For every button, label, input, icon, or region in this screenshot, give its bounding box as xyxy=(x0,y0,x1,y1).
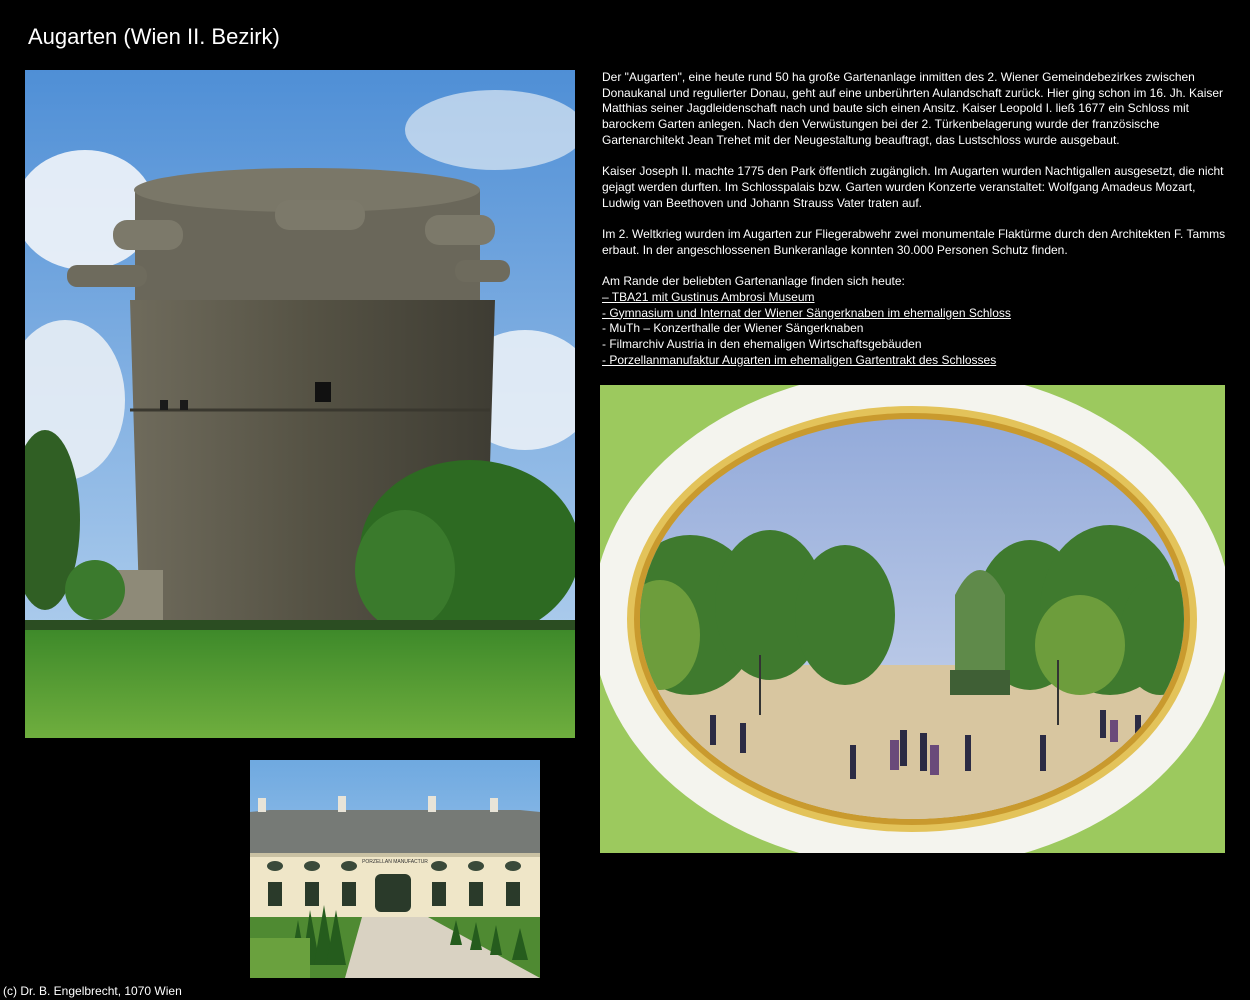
copyright-footer: (c) Dr. B. Engelbrecht, 1070 Wien xyxy=(3,984,182,998)
link-porzellanmanufaktur[interactable]: - Porzellanmanufaktur Augarten im ehemaligen Gartentrakt des Schlosses xyxy=(602,352,997,367)
list-item[interactable] xyxy=(602,353,1232,369)
manufactory-sign: PORZELLAN MANUFACTUR xyxy=(362,859,428,865)
paragraph-history: Der "Augarten", eine heute rund 50 ha große Gartenanlage inmitten des 2. Wiener Gemeindebezirkes zwischen Donaukanal und regulierter Donau, geht auf eine unberührten Aulandschaft zurück. Hier ging schon im 16. Jh. Kaiser Matthias seiner Jagdleidenschaft nach und baute sich einen Ansitz. Kaiser Leopold I. ließ 1677 ein Schloss mit barockem Garten anlegen. Nach den Verwüstungen bei der 2. Türkenbelagerung wurde der französische Gartenarchitekt Jean Trehet mit der Neugestaltung beauftragt, das Lustschloss wurde ausgebaut. xyxy=(602,70,1224,147)
page-title: Augarten (Wien II. Bezirk) xyxy=(28,24,280,49)
list-item: - MuTh – Konzerthalle der Wiener Sängerknaben xyxy=(602,321,864,336)
flak-tower-photo xyxy=(25,70,575,738)
description-text xyxy=(602,70,1232,368)
paragraph-ww2: Im 2. Weltkrieg wurden im Augarten zur Fliegerabwehr zwei monumentale Flaktürme durch den Architekten F. Tamms erbaut. In der angeschlossenen Bunkeranlage konnten 30.000 Personen Schutz finden. xyxy=(602,227,1226,257)
porcelain-manufactory-photo xyxy=(250,760,540,978)
link-tba21[interactable]: – TBA21 mit Gustinus Ambrosi Museum xyxy=(602,289,815,304)
paragraph-joseph: Kaiser Joseph II. machte 1775 den Park öffentlich zugänglich. Im Augarten wurden Nachtigallen ausgesetzt, die nicht gejagt werden durften. Im Schlosspalais bzw. Garten wurden Konzerte veranstaltet: Wolfgang Amadeus Mozart, Ludwig van Beethoven und Johann Strauss Vater traten auf. xyxy=(602,164,1224,210)
link-gymnasium[interactable]: - Gymnasium und Internat der Wiener Sängerknaben im ehemaligen Schloss xyxy=(602,305,1011,320)
list-item[interactable] xyxy=(602,290,1232,306)
institutions-list xyxy=(602,290,1232,369)
list-item[interactable] xyxy=(602,306,1232,322)
list-intro: Am Rande der beliebten Gartenanlage finden sich heute: xyxy=(602,274,905,289)
porcelain-plate-photo xyxy=(600,385,1225,853)
list-item: - Filmarchiv Austria in den ehemaligen Wirtschaftsgebäuden xyxy=(602,336,922,351)
